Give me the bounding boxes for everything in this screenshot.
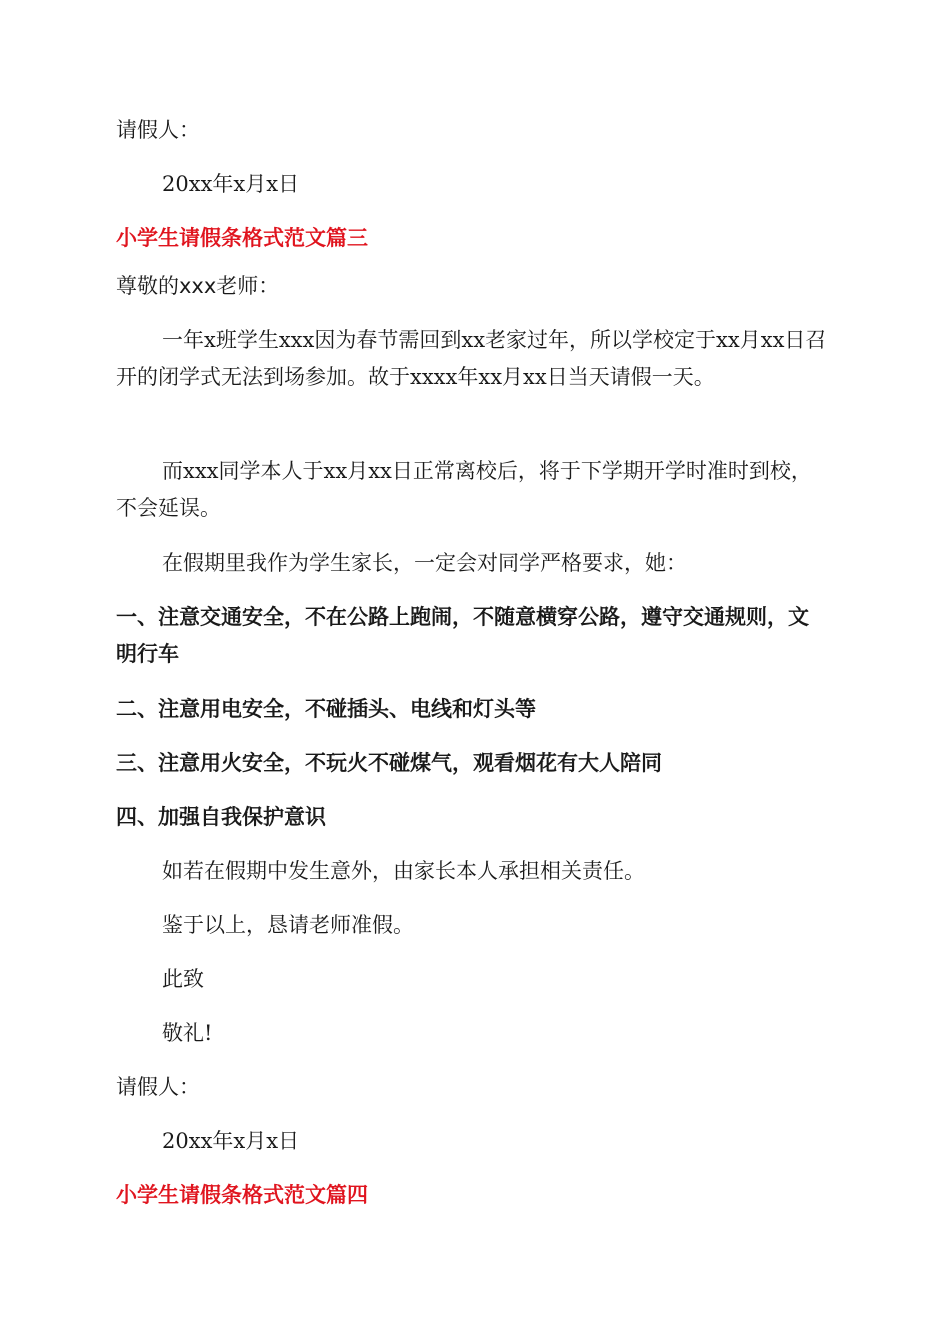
requirement-item-1: 一、注意交通安全，不在公路上跑闹，不随意横穿公路，遵守交通规则，文明行车 [116,605,809,666]
body-paragraph-1: 一年x班学生xxx因为春节需回到xx老家过年，所以学校定于xx月xx日召开的闭学式无法到场参加。故于xxxx年xx月xx日当天请假一天。 [116,328,827,389]
section-heading-4: 小学生请假条格式范文篇四 [116,1183,368,1207]
requirement-item-3: 三、注意用火安全，不玩火不碰煤气，观看烟花有大人陪同 [116,751,662,775]
leave-date: 20xx年x月x日 [162,172,300,196]
salutation [116,268,836,304]
body-paragraph-2: 而xxx同学本人于xx月xx日正常离校后，将于下学期开学时准时到校，不会延误。 [116,459,812,520]
closing-line-1: 此致 [162,967,204,991]
signer-label-2: 请假人： [116,1075,200,1099]
leave-date-2: 20xx年x月x日 [162,1129,300,1153]
salutation-prefix: 尊敬的 [116,274,179,298]
closing-line-2: 敬礼! [162,1021,213,1045]
requirement-item-4: 四、加强自我保护意识 [116,805,326,829]
body-paragraph-5: 鉴于以上，恳请老师准假。 [162,913,414,937]
body-paragraph-4: 如若在假期中发生意外，由家长本人承担相关责任。 [162,859,645,883]
salutation-suffix: 老师： [216,274,280,298]
body-paragraph-3: 在假期里我作为学生家长，一定会对同学严格要求，她： [162,551,687,575]
section-heading-3: 小学生请假条格式范文篇三 [116,226,368,250]
requirement-item-2: 二、注意用电安全，不碰插头、电线和灯头等 [116,697,536,721]
signer-label: 请假人： [116,118,200,142]
salutation-name: xxx [179,274,217,298]
